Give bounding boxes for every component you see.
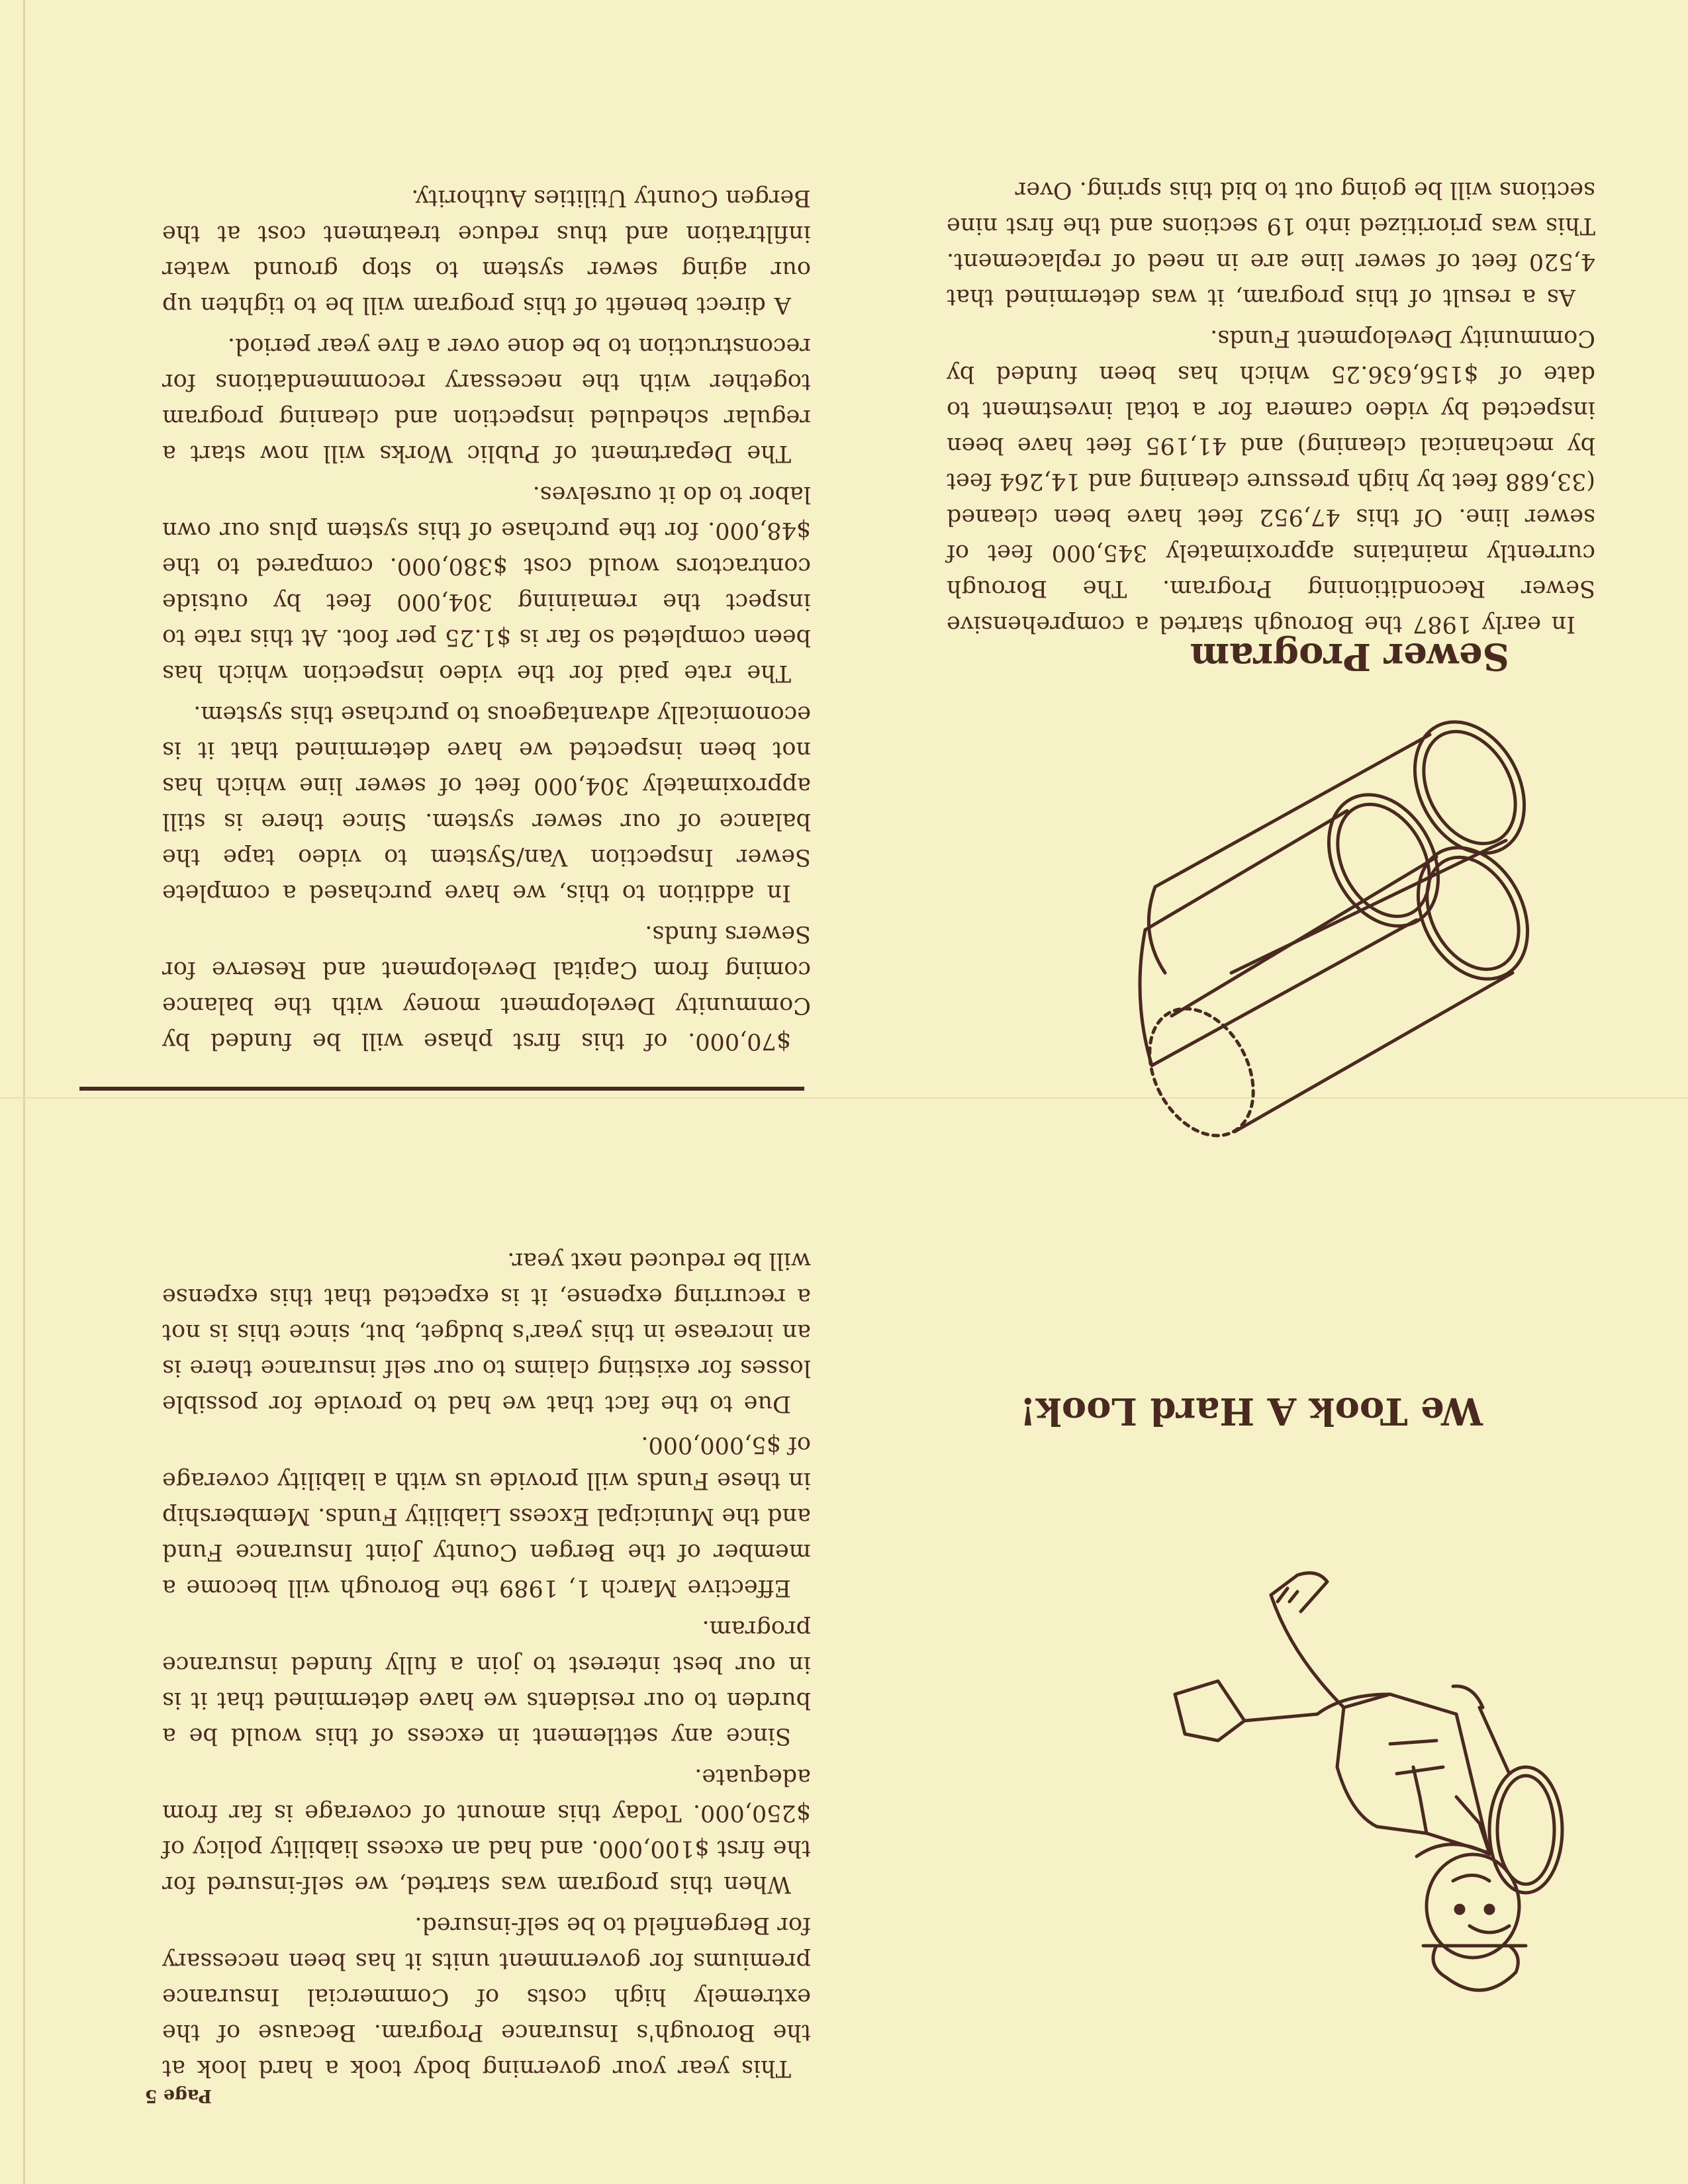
sewer-continued-paragraph: The rate paid for the video inspection which has been completed so far is $1.25 per foot. At this rate to inspect the remaining 304,000 feet by outside contractors would cost $380,000. compared to the $48,000. for the purchase of this system plus our own labor to do it ourselves. xyxy=(162,481,811,686)
sewer-program-continued xyxy=(162,175,811,1059)
page-number: Page 5 xyxy=(144,2085,212,2106)
fold-line-vertical xyxy=(23,0,25,2184)
sewer-continued-paragraph: In addition to this, we have purchased a complete Sewer Inspection Van/System to video tape the balance of our sewer system. Since there is still approximately 304,000 feet of sewer line which has not been inspected we have determined that it is economically advantageous to purchase this system. xyxy=(162,701,811,906)
hard-look-article xyxy=(162,1238,811,2086)
sewer-continued-paragraph: $70,000. of this first phase will be funded by Community Development money with the balance coming from Capital Development and Reserve for Sewers funds. xyxy=(162,921,811,1054)
sewer-program-intro xyxy=(947,167,1595,642)
hard-look-paragraph: When this program was started, we self-insured for the first $100,000. and had an excess liability policy of $250,000. Today this amount of coverage is far from adequate. xyxy=(162,1764,811,1897)
hard-look-paragraph: Effective March 1, 1989 the Borough will become a member of the Bergen County Joint Insurance Fund and the Municipal Excess Liability Funds. Membership in these Funds will provide us with a liability coverage of $5,000,000. xyxy=(162,1432,811,1601)
sewer-intro-paragraph: As a result of this program, it was determined that 4,520 feet of sewer line are in need of replacement. This was prioritized into 19 sections and the first nine sections will be going out to bid this spring. Over xyxy=(947,177,1595,310)
detective-with-magnifying-glass-icon xyxy=(1158,1522,1589,2052)
sewer-continued-paragraph: A direct benefit of this program will be to tighten up our aging sewer system to stop ground water infiltration and thus reduce treatment cost at the Bergen County Utilities Authority. xyxy=(162,185,811,318)
hard-look-paragraph: Since any settlement in excess of this would be a burden to our residents we have determined that it is in our best interest to join a fully funded insurance program. xyxy=(162,1615,811,1749)
hard-look-paragraph: Due to the fact that we had to provide for possible losses for existing claims to our self insurance there is an increase in this year's budget, but, since this is not a recurring expense, it is expected that this expense will be reduced next year. xyxy=(162,1248,811,1417)
sewer-continued-paragraph: The Department of Public Works will now start a regular scheduled inspection and cleaning program together with the necessary recommendations for reconstruction to be done over a five year period. xyxy=(162,333,811,467)
sewer-program-title: Sewer Program xyxy=(1190,635,1509,678)
sewer-intro-paragraph: In early 1987 the Borough started a comprehensive Sewer Reconditioning Program. The Borough currently maintains approximately 345,000 feet of sewer line. Of this 47,952 feet have been cleaned (33,688 feet by high pressure cleaning and 14,264 feet by mechanical cleaning) and 41,195 feet have been inspected by video camera for a total investment to date of $156,636.25 which has been funded by Community Development Funds. xyxy=(947,325,1595,637)
hard-look-paragraph: This year your governing body took a hard look at the Borough's Insurance Program. Because of the extremely high costs of Commercial Insurance premiums for government units it has been necessary for Bergenfield to be self-insured. xyxy=(162,1912,811,2081)
hard-look-title: We Took A Hard Look! xyxy=(1019,1389,1483,1433)
section-divider xyxy=(79,1087,804,1091)
sewer-pipes-icon xyxy=(1132,708,1562,1171)
